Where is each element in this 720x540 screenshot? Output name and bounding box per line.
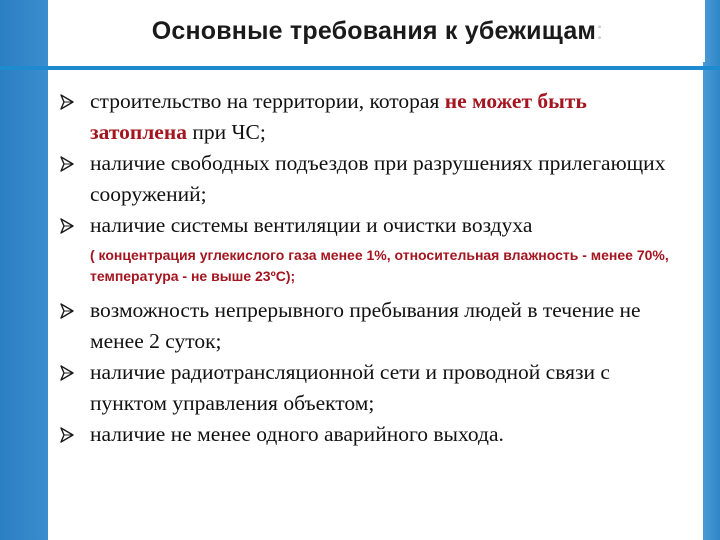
item-text: возможность непрерывного пребывания людей в течение не менее 2 суток; xyxy=(90,298,641,353)
item-text: наличие свободных подъездов при разрушениях прилегающих сооружений; xyxy=(90,151,666,206)
list-item xyxy=(14,210,684,241)
item-text: наличие системы вентиляции и очистки воздуха xyxy=(90,213,533,237)
list-item xyxy=(14,148,684,210)
ventilation-note: ( концентрация углекислого газа менее 1%, относительная влажность - менее 70%, температура - не выше 23ºС); xyxy=(90,247,669,284)
title-divider xyxy=(0,66,720,70)
item-text-part-3: при ЧС; xyxy=(187,120,266,144)
list-item xyxy=(14,86,684,148)
arrow-bullet-icon xyxy=(54,148,80,179)
requirements-list xyxy=(14,86,684,450)
item-text: наличие радиотрансляционной сети и проводной связи с пунктом управления объектом; xyxy=(90,360,610,415)
title-text: Основные требования к убежищам xyxy=(151,16,597,45)
arrow-bullet-icon xyxy=(54,419,80,450)
right-decor-edge xyxy=(703,0,720,540)
item-text-highlight: не может быть затоплена xyxy=(90,89,587,144)
arrow-bullet-icon xyxy=(54,210,80,241)
arrow-bullet-icon xyxy=(54,86,80,117)
item-text-part-1: строительство на территории, которая xyxy=(90,89,445,113)
item-text: наличие не менее одного аварийного выхода. xyxy=(90,422,504,446)
arrow-bullet-icon xyxy=(54,357,80,388)
title-colon: : xyxy=(596,16,604,45)
page-title xyxy=(152,17,604,46)
arrow-bullet-icon xyxy=(54,295,80,326)
list-item xyxy=(14,419,684,450)
list-item xyxy=(14,357,684,419)
list-item xyxy=(14,295,684,357)
title-bar xyxy=(60,0,705,62)
